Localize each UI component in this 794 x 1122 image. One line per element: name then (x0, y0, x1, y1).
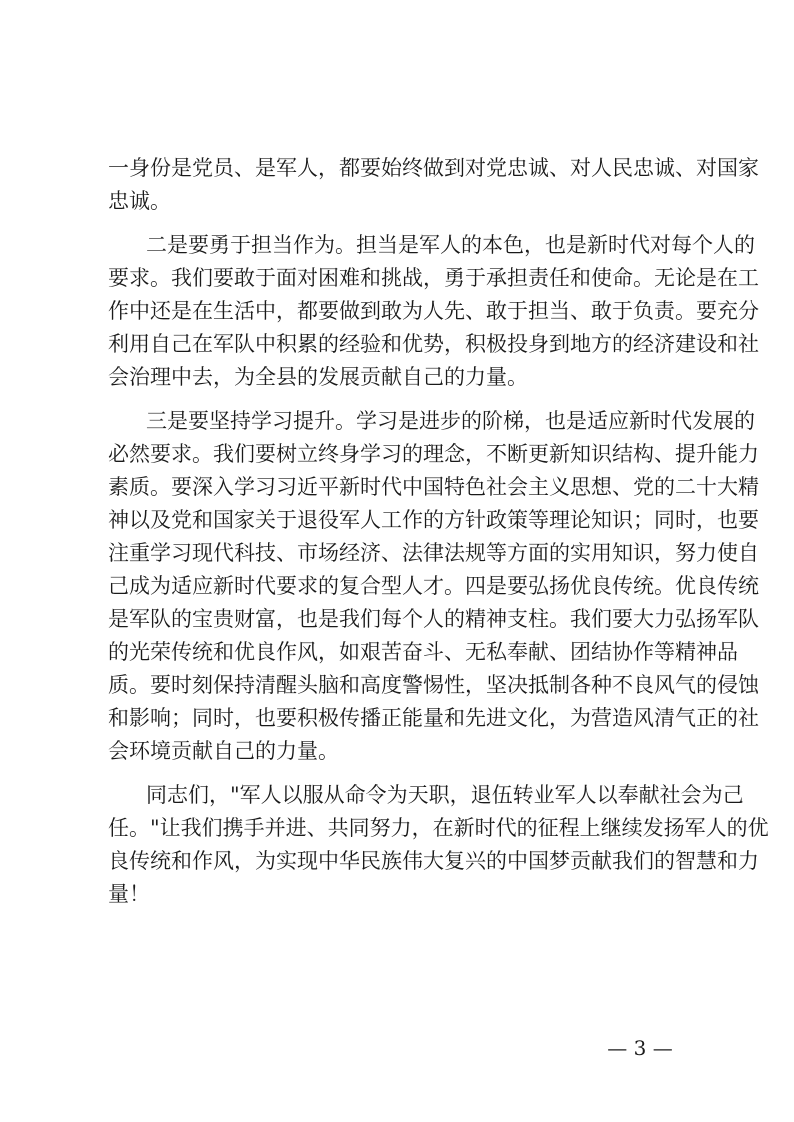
page-number: — 3 — (607, 1036, 673, 1060)
text-line: 是军队的宝贵财富，也是我们每个人的精神支柱。我们要大力弘扬军队 (108, 607, 759, 631)
text-line: 要求。我们要敢于面对困难和挑战，勇于承担责任和使命。无论是在工 (108, 266, 759, 290)
text-line: 己成为适应新时代要求的复合型人才。四是要弘扬优良传统。优良传统 (108, 574, 759, 598)
text-line: 三是要坚持学习提升。学习是进步的阶梯，也是适应新时代发展的 (146, 409, 755, 433)
text-line: 神以及党和国家关于退役军人工作的方针政策等理论知识；同时，也要 (108, 508, 759, 532)
text-line: 素质。要深入学习习近平新时代中国特色社会主义思想、党的二十大精 (108, 475, 759, 499)
text-line: 同志们，"军人以服从命令为天职，退伍转业军人以奉献社会为己 (146, 783, 744, 807)
text-line: 会治理中去，为全县的发展贡献自己的力量。 (108, 365, 528, 389)
text-line: 注重学习现代科技、市场经济、法律法规等方面的实用知识，努力使自 (108, 541, 759, 565)
text-line: 一身份是党员、是军人，都要始终做到对党忠诚、对人民忠诚、对国家 (108, 156, 759, 180)
text-line: 量！ (108, 882, 150, 906)
text-line: 二是要勇于担当作为。担当是军人的本色，也是新时代对每个人的 (146, 233, 755, 257)
text-line: 和影响；同时，也要积极传播正能量和先进文化，为营造风清气正的社 (108, 706, 759, 730)
text-line: 良传统和作风，为实现中华民族伟大复兴的中国梦贡献我们的智慧和力 (108, 849, 759, 873)
text-line: 会环境贡献自己的力量。 (108, 739, 339, 763)
text-line: 作中还是在生活中，都要做到敢为人先、敢于担当、敢于负责。要充分 (108, 299, 759, 323)
text-line: 必然要求。我们要树立终身学习的理念，不断更新知识结构、提升能力 (108, 442, 759, 466)
text-line: 忠诚。 (108, 189, 171, 213)
text-line: 的光荣传统和优良作风，如艰苦奋斗、无私奉献、团结协作等精神品 (108, 640, 738, 664)
text-line: 任。"让我们携手并进、共同努力，在新时代的征程上继续发扬军人的优 (108, 816, 769, 840)
text-line: 质。要时刻保持清醒头脑和高度警惕性，坚决抵制各种不良风气的侵蚀 (108, 673, 759, 697)
text-line: 利用自己在军队中积累的经验和优势，积极投身到地方的经济建设和社 (108, 332, 759, 356)
